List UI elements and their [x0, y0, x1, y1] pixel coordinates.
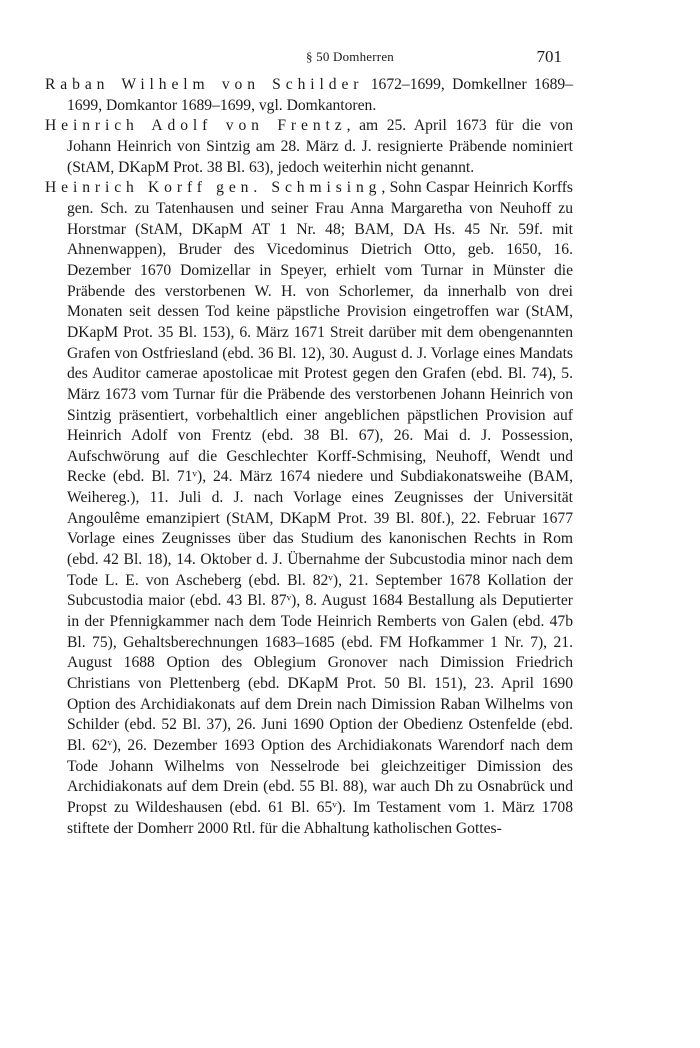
entry-heinrich-korff-gen-schmising [45, 178, 573, 839]
entry-text: , Sohn Caspar Heinrich Korffs gen. Sch. zu Tatenhausen und seiner Frau Anna Margaretha von Neuhoff zu Horstmar (StAM, DKapM AT 1 Nr. 48; BAM, DA Hs. 45 Nr. 59f. mit Ahnenwappen), Bruder des Vicedominus Dietrich Otto, geb. 1650, 16. Dezember 1670 Domizellar in Speyer, erhielt vom Turnar in Münster die Präbende des verstorbenen W. H. von Schorlemer, da innerhalb von drei Monaten seit dessen Tod keine päpstliche Provision eingetroffen war (StAM, DKapM Prot. 35 Bl. 153), 6. März 1671 Streit darüber mit dem obengenannten Grafen von Ostfriesland (ebd. 36 Bl. 12), 30. August d. J. Vorlage eines Mandats des Auditor camerae apostolicae mit Protest gegen den Grafen (ebd. Bl. 74), 5. März 1673 vom Turnar für die Präbende des verstorbenen Johann Heinrich von Sintzig präsentiert, vorbehaltlich einer angeblichen päpstlichen Provision auf Heinrich Adolf von Frentz (ebd. 38 Bl. 67), 26. Mai d. J. Possession, Aufschwörung auf die Geschlechter Korff-Schmising, Neuhoff, Wendt und Recke (ebd. Bl. 71ᵛ), 24. März 1674 niedere und Subdiakonatsweihe (BAM, Weihereg.), 11. Juli d. J. nach Vorlage eines Zeugnisses der Universität Angoulême emanzipiert (StAM, DKapM Prot. 39 Bl. 80f.), 22. Februar 1677 Vorlage eines Zeugnisses über das Studium des kanonischen Rechts in Rom (ebd. 42 Bl. 18), 14. Oktober d. J. Übernahme der Subcustodia minor nach dem Tode L. E. von Ascheberg (ebd. Bl. 82ᵛ), 21. September 1678 Kollation der Subcustodia maior (ebd. 43 Bl. 87ᵛ), 8. August 1684 Bestallung als Deputierter in der Pfennigkammer nach dem Tode Heinrich Remberts von Galen (ebd. 47b Bl. 75), Gehaltsberechnungen 1683–1685 (ebd. FM Hofkammer 1 Nr. 7), 21. August 1688 Option des Oblegium Gronover nach Dimission Friedrich Christians von Plettenberg (ebd. DKapM Prot. 50 Bl. 151), 23. April 1690 Option des Archidiakonats auf dem Drein nach Dimission Raban Wilhelms von Schilder (ebd. 52 Bl. 37), 26. Juni 1690 Option der Obedienz Ostenfelde (ebd. Bl. 62ᵛ), 26. Dezember 1693 Option des Archidiakonats Warendorf nach dem Tode Johann Wilhelms von Nesselrode bei gleichzeitiger Dimission des Archidiakonats auf dem Drein (ebd. 55 Bl. 88), war auch Dh zu Osnabrück und Propst zu Wildeshausen (ebd. 61 Bl. 65ᵛ). Im Testament vom 1. März 1708 stiftete der Domherr 2000 Rtl. für die Abhaltung katholischen Gottes- [67, 179, 574, 837]
entry-name: Heinrich Adolf von Frentz [45, 117, 347, 135]
entry-raban-wilhelm-von-schilder [45, 75, 573, 116]
section-title: § 50 Domherren [306, 49, 394, 64]
entry-heinrich-adolf-von-frentz [45, 116, 573, 178]
running-header [0, 47, 700, 69]
entry-text: , am 25. April 1673 für die von Johann Heinrich von Sintzig am 28. März d. J. resignierte Präbende nominiert (StAM, DKapM Prot. 38 Bl. 63), jedoch weiterhin nicht genannt. [67, 117, 573, 176]
entry-name: Raban Wilhelm von Schilder [45, 76, 364, 93]
body-text [45, 75, 573, 839]
entry-name: Heinrich Korff gen. Schmising [45, 179, 382, 197]
entry-text: 1672–1699, Domkellner 1689–1699, Domkantor 1689–1699, vgl. Domkantoren. [67, 76, 573, 114]
page-number: 701 [536, 47, 562, 66]
